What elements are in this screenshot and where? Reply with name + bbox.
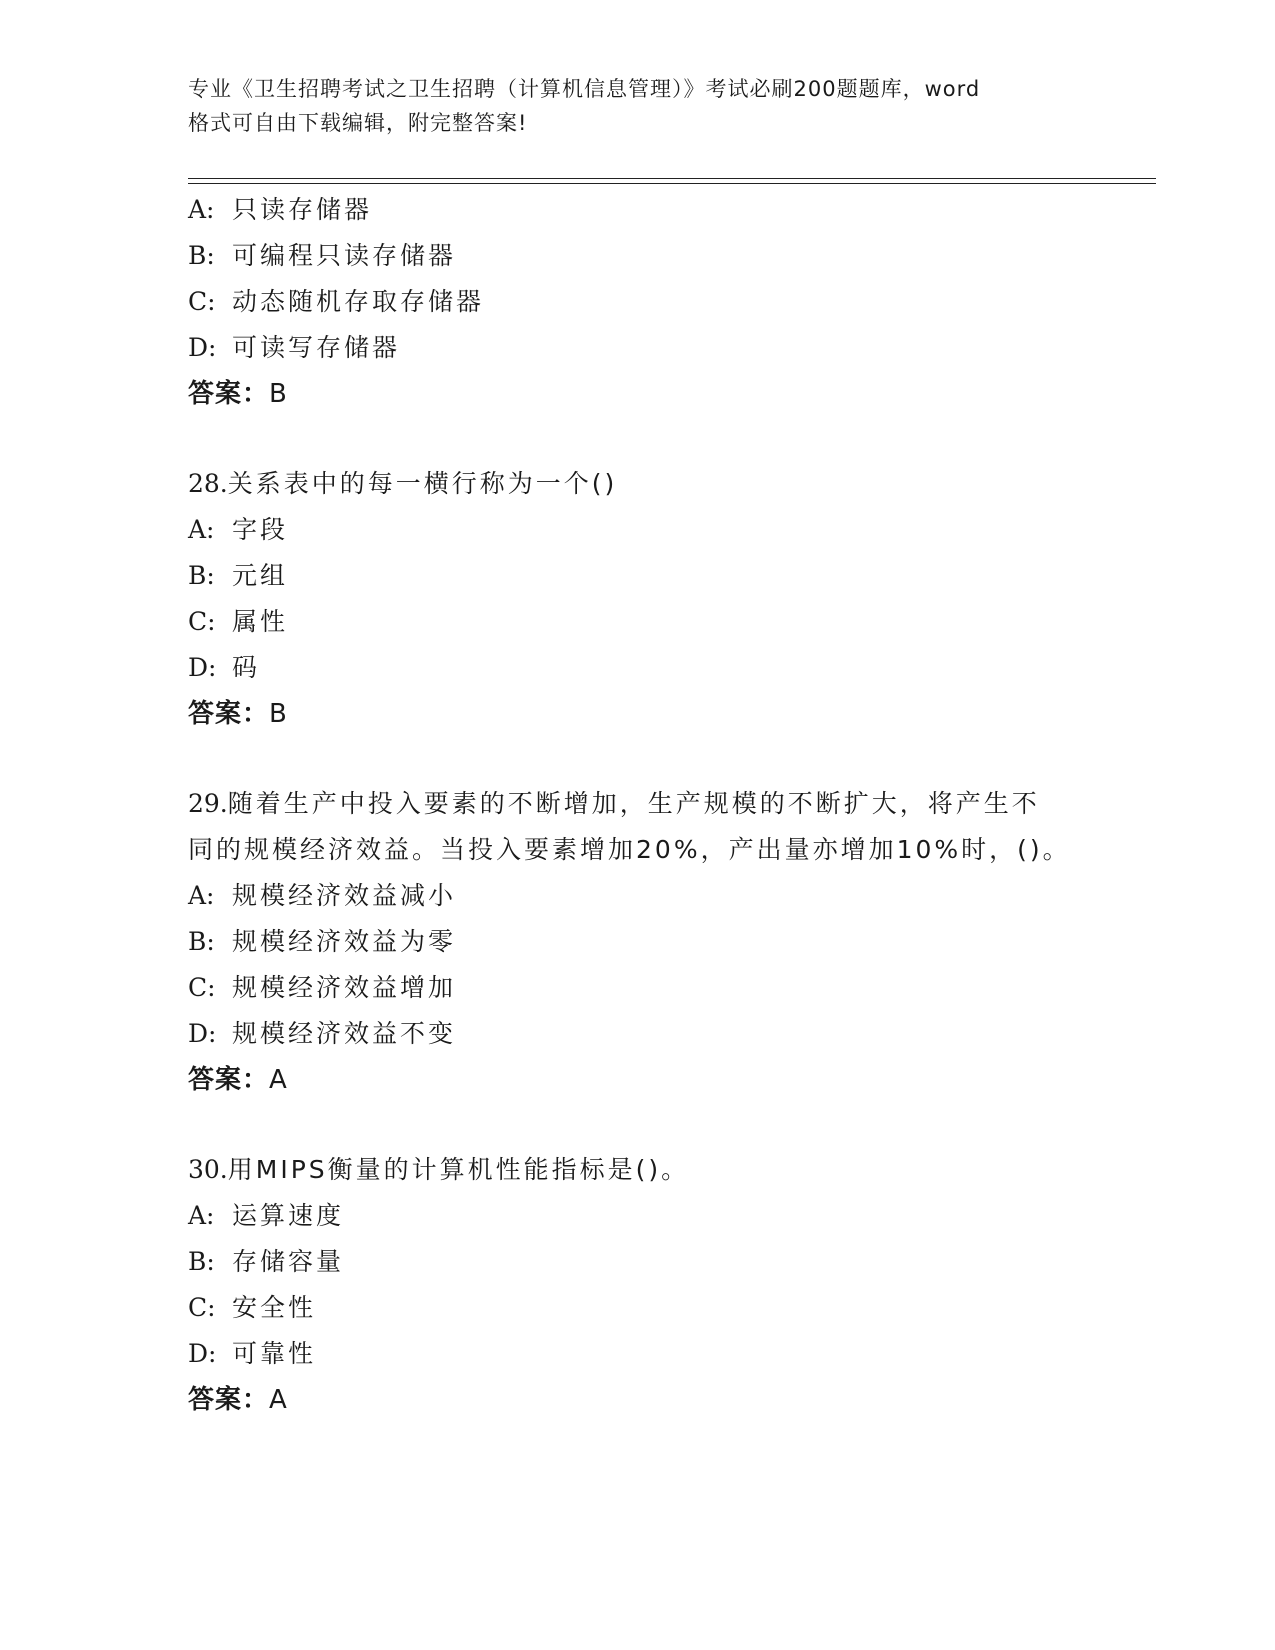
- header-line-1: 专业《卫生招聘考试之卫生招聘（计算机信息管理）》考试必刷200题题库，word: [188, 77, 981, 101]
- question-content: [188, 187, 1156, 1423]
- option-row: [188, 1285, 1156, 1331]
- option-key: C:: [188, 287, 216, 316]
- option-key: D:: [188, 1339, 217, 1368]
- option-text: 安全性: [232, 1293, 317, 1322]
- option-text: 码: [232, 653, 261, 682]
- answer-line: [188, 1057, 1156, 1103]
- option-text: 只读存储器: [232, 195, 373, 224]
- option-key: D:: [188, 333, 217, 362]
- option-text: 可靠性: [232, 1339, 317, 1368]
- option-row: [188, 1239, 1156, 1285]
- question-number: 29.: [188, 789, 228, 818]
- option-row: [188, 645, 1156, 691]
- option-key: C:: [188, 607, 216, 636]
- header-divider-top: [188, 178, 1156, 179]
- option-text: 存储容量: [232, 1247, 345, 1276]
- question-number: 30.: [188, 1155, 228, 1184]
- option-row: [188, 507, 1156, 553]
- answer-value: B: [269, 379, 288, 409]
- option-text: 规模经济效益减小: [232, 881, 457, 910]
- option-text: 规模经济效益不变: [232, 1019, 457, 1048]
- question-text: 关系表中的每一横行称为一个(): [227, 469, 618, 498]
- question-stem-line: [188, 1147, 1156, 1193]
- option-row: [188, 965, 1156, 1011]
- option-text: 可读写存储器: [232, 333, 401, 362]
- option-text: 动态随机存取存储器: [232, 287, 485, 316]
- option-key: B:: [188, 561, 215, 590]
- option-row: [188, 919, 1156, 965]
- option-text: 可编程只读存储器: [232, 241, 457, 270]
- option-text: 规模经济效益增加: [232, 973, 457, 1002]
- question-block-30: [188, 1147, 1156, 1423]
- header-line-2: 格式可自由下载编辑，附完整答案!: [188, 111, 528, 135]
- option-key: D:: [188, 1019, 217, 1048]
- option-key: B:: [188, 1247, 215, 1276]
- question-stem: [188, 781, 1156, 873]
- answer-label: 答案：: [188, 379, 270, 409]
- option-row: [188, 599, 1156, 645]
- option-text: 规模经济效益为零: [232, 927, 457, 956]
- answer-line: [188, 691, 1156, 737]
- answer-label: 答案：: [188, 699, 270, 729]
- option-text: 字段: [232, 515, 289, 544]
- option-key: A:: [188, 195, 215, 224]
- header-divider-bottom: [188, 183, 1156, 184]
- option-row: [188, 1193, 1156, 1239]
- option-key: C:: [188, 973, 216, 1002]
- question-block-29: [188, 781, 1156, 1103]
- option-key: A:: [188, 881, 215, 910]
- answer-label: 答案：: [188, 1065, 270, 1095]
- option-row: [188, 873, 1156, 919]
- option-row: [188, 187, 1156, 233]
- question-stem-line: [188, 461, 1156, 507]
- question-text: 用MIPS衡量的计算机性能指标是()。: [227, 1155, 690, 1184]
- question-stem-line: [188, 781, 1156, 827]
- option-row: [188, 1011, 1156, 1057]
- answer-label: 答案：: [188, 1385, 270, 1415]
- option-row: [188, 233, 1156, 279]
- option-text: 属性: [232, 607, 289, 636]
- answer-value: A: [269, 1065, 288, 1095]
- question-stem: [188, 461, 1156, 507]
- question-stem: [188, 1147, 1156, 1193]
- question-stem-line: 同的规模经济效益。当投入要素增加20%，产出量亦增加10%时，()。: [188, 835, 1071, 864]
- option-text: 运算速度: [232, 1201, 345, 1230]
- question-block-28: [188, 461, 1156, 737]
- option-text: 元组: [232, 561, 289, 590]
- option-row: [188, 325, 1156, 371]
- option-key: A:: [188, 515, 215, 544]
- question-block-27: [188, 187, 1156, 417]
- answer-value: A: [269, 1385, 288, 1415]
- answer-value: B: [269, 699, 288, 729]
- answer-line: [188, 1377, 1156, 1423]
- option-key: B:: [188, 927, 215, 956]
- option-row: [188, 279, 1156, 325]
- option-row: [188, 553, 1156, 599]
- document-header: [188, 72, 1108, 140]
- option-key: A:: [188, 1201, 215, 1230]
- question-number: 28.: [188, 469, 228, 498]
- option-key: D:: [188, 653, 217, 682]
- option-key: C:: [188, 1293, 216, 1322]
- option-key: B:: [188, 241, 215, 270]
- question-text: 随着生产中投入要素的不断增加，生产规模的不断扩大，将产生不: [227, 789, 1040, 818]
- option-row: [188, 1331, 1156, 1377]
- answer-line: [188, 371, 1156, 417]
